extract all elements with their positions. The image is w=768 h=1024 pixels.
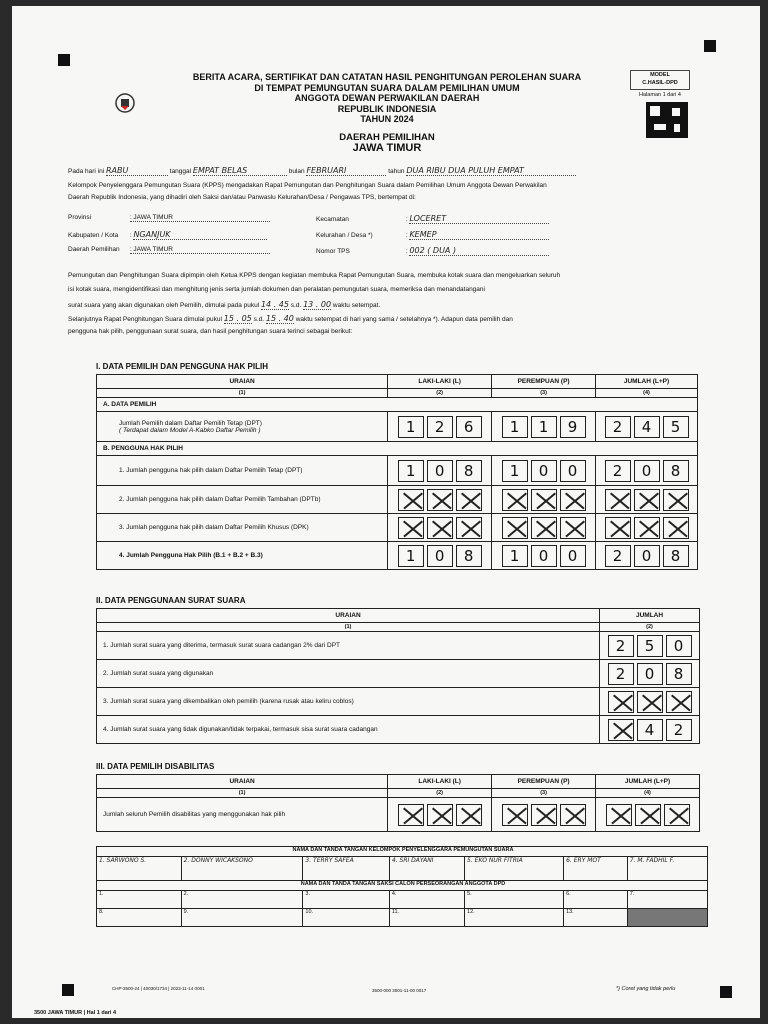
b4-l-digits (388, 545, 491, 567)
b4-l-digits-box-3: 8 (456, 545, 482, 567)
b2-p-digits (492, 489, 595, 511)
provinsi-label: Provinsi (68, 214, 92, 221)
dpt-p-digits-box-1: 1 (502, 416, 528, 438)
s2-r1-label: 1. Jumlah surat suara yang diterima, termasuk surat suara cadangan 2% dari DPT (97, 632, 600, 660)
s2-r3-label: 3. Jumlah surat suara yang dikembalikan oleh pemilih (karena rusak atau keliru coblos) (97, 688, 600, 716)
section-1-title: I. DATA PEMILIH DAN PENGGUNA HAK PILIH (96, 362, 268, 371)
title-line-1: BERITA ACARA, SERTIFIKAT DAN CATATAN HASIL PENGHITUNGAN PEROLEHAN SUARA (192, 72, 582, 82)
b1-p-digits-box-3: 0 (560, 460, 586, 482)
b3-p-digits-box-1 (502, 517, 528, 539)
kelurahan-row: Kelurahan / Desa *) : KEMEP (316, 230, 549, 240)
footer-left-code: CHP-3500-24 | 40030/1734 | 2023-11-14 0001 (112, 986, 205, 991)
kpps-sig-2: 2. DONNY WICAKSONO (181, 857, 303, 881)
s2-r1-digits-box-3: 0 (666, 635, 692, 657)
b2-p-digits-box-3 (560, 489, 586, 511)
footer-bottom: 3500 JAWA TIMUR | Hal 1 dari 4 (34, 1010, 117, 1016)
b1-j-cell (596, 456, 698, 486)
saksi-1: 1. (97, 891, 182, 909)
s2-r4-digits-box-2: 4 (637, 719, 663, 741)
saksi-2: 2. (181, 891, 303, 909)
s3-l-digits-box-3 (456, 804, 482, 826)
b4-p-digits (492, 545, 595, 567)
dpt-l-digits-box-2: 2 (427, 416, 453, 438)
b4-j-digits-box-1: 2 (605, 545, 631, 567)
page-number: Halaman 1 dari 4 (639, 92, 681, 98)
s2-r2-digits-box-3: 8 (666, 663, 692, 685)
daerah-value: : JAWA TIMUR (130, 246, 270, 254)
b3-l-digits-box-1 (398, 517, 424, 539)
tps-value: 002 ( DUA ) (409, 246, 549, 256)
b4-p-digits-box-3: 0 (560, 545, 586, 567)
tps-row: Nomor TPS : 002 ( DUA ) (316, 246, 549, 256)
body-text-4 (68, 314, 513, 324)
b1-l-digits-box-3: 8 (456, 460, 482, 482)
corner-marker-tl (58, 54, 70, 66)
s1-num-1: (1) (97, 389, 388, 398)
s2-r3-digits-box-2 (637, 691, 663, 713)
b3-label: 3. Jumlah pengguna hak pilih dalam Daftar Pemilih Khusus (DPK) (97, 514, 388, 542)
s3-p-digits (492, 804, 595, 826)
s2-r4-label: 4. Jumlah surat suara yang tidak digunakan/tidak terpakai, termasuk sisa surat suara cadangan (97, 716, 600, 744)
b1-j-digits (596, 460, 697, 482)
kecamatan-row: Kecamatan : LOCERET (316, 214, 549, 224)
b1-l-digits-box-1: 1 (398, 460, 424, 482)
b1-p-digits-box-2: 0 (531, 460, 557, 482)
saksi-8: 8. (97, 909, 182, 927)
saksi-3: 3. (303, 891, 389, 909)
s3-num-4: (4) (596, 789, 700, 798)
b3-p-digits-box-3 (560, 517, 586, 539)
b1-j-digits-box-3: 8 (663, 460, 689, 482)
dpt-p-digits-box-2: 1 (531, 416, 557, 438)
title-line-2: DI TEMPAT PEMUNGUTAN SUARA DALAM PEMILIHAN UMUM (254, 82, 520, 93)
tanggal-label: tanggal (169, 168, 192, 175)
b3-l-digits-box-2 (427, 517, 453, 539)
s2-r4-digits (600, 719, 699, 741)
b2-j-digits-box-3 (663, 489, 689, 511)
b4-p-digits-box-1: 1 (502, 545, 528, 567)
dpt-l-digits (388, 416, 491, 438)
dpt-l-digits-box-3: 6 (456, 416, 482, 438)
title-line-4: REPUBLIK INDONESIA (337, 103, 437, 114)
saksi-blank (627, 909, 707, 927)
daerah-label: Daerah Pemilihan (68, 246, 120, 253)
kelurahan-label: Kelurahan / Desa *) (316, 232, 373, 239)
form-sheet (12, 6, 760, 1018)
b2-p-digits-box-2 (531, 489, 557, 511)
kpps-sig-1: 1. SARWONO S. (97, 857, 182, 881)
s1-cat-b: B. PENGGUNA HAK PILIH (97, 442, 698, 456)
b2-j-cell (596, 486, 698, 514)
dpt-sub-text: ( Terdapat dalam Model A-Kabko Daftar Pemilih ) (119, 426, 261, 434)
b2-p-cell (492, 486, 596, 514)
s2-r2-digits (600, 663, 699, 685)
footer-note: *) Coret yang tidak perlu (616, 986, 676, 992)
s3-num-3: (3) (492, 789, 596, 798)
dpt-j-cell (596, 412, 698, 442)
intro-text-2: Daerah Republik Indonesia, yang dihadiri oleh Saksi dan/atau Panwaslu Kelurahan/Desa / Pengawas TPS, bertempat di: (68, 194, 416, 201)
body-text-3 (68, 300, 380, 310)
s3-j-digits-box-1 (606, 804, 632, 826)
b2-j-digits-box-1 (605, 489, 631, 511)
s2-r4-digits-box-1 (608, 719, 634, 741)
dpt-p-digits-box-3: 9 (560, 416, 586, 438)
b3-j-digits-box-2 (634, 517, 660, 539)
counting-time-suffix: waktu setempat di hari yang sama / setelahnya *). Adapun data pemilih dan (295, 316, 513, 323)
qr-code-icon (646, 102, 688, 138)
s2-r1-digits-box-1: 2 (608, 635, 634, 657)
b1-j-digits-box-2: 0 (634, 460, 660, 482)
b1-p-cell (492, 456, 596, 486)
s1-col-j: JUMLAH (L+P) (596, 375, 698, 389)
s3-l-cell (388, 798, 492, 832)
b3-j-cell (596, 514, 698, 542)
b4-label: 4. Jumlah Pengguna Hak Pilih (B.1 + B.2 + B.3) (97, 542, 388, 570)
s2-r2-digits-box-2: 0 (637, 663, 663, 685)
s3-p-digits-box-2 (531, 804, 557, 826)
s3-num-1: (1) (97, 789, 388, 798)
s2-r2-cell (600, 660, 700, 688)
s1-num-2: (2) (388, 389, 492, 398)
s2-r4-cell (600, 716, 700, 744)
tahun-value: DUA RIBU DUA PULUH EMPAT (406, 166, 576, 176)
saksi-5: 5. (465, 891, 564, 909)
b1-p-digits-box-1: 1 (502, 460, 528, 482)
s3-num-2: (2) (388, 789, 492, 798)
s3-j-cell (596, 798, 700, 832)
b1-label: 1. Jumlah pengguna hak pilih dalam Daftar Pemilih Tetap (DPT) (97, 456, 388, 486)
section-2-title: II. DATA PENGGUNAAN SURAT SUARA (96, 596, 246, 605)
b2-l-digits-box-3 (456, 489, 482, 511)
dapil-label: DAERAH PEMILIHAN (339, 132, 435, 143)
model-code-box (630, 70, 690, 90)
kecamatan-label: Kecamatan (316, 216, 349, 223)
b4-l-digits-box-2: 0 (427, 545, 453, 567)
title-line-5: TAHUN 2024 (360, 114, 414, 124)
saksi-6: 6. (564, 891, 628, 909)
counting-time-label: Selanjutnya Rapat Penghitungan Suara dimulai pukul (68, 316, 222, 323)
b4-j-cell (596, 542, 698, 570)
dapil-value: JAWA TIMUR (352, 142, 422, 154)
dpt-label (97, 412, 388, 442)
s1-col-l: LAKI-LAKI (L) (388, 375, 492, 389)
daerah-pemilihan-heading (212, 132, 562, 154)
b1-l-digits-box-2: 0 (427, 460, 453, 482)
kabupaten-value: NGANJUK (133, 230, 267, 240)
b2-l-digits (388, 489, 491, 511)
kpu-logo-icon (112, 92, 138, 114)
b4-p-cell (492, 542, 596, 570)
b2-p-digits-box-1 (502, 489, 528, 511)
s1-col-uraian: URAIAN (97, 375, 388, 389)
section-3-table (96, 774, 700, 832)
s2-col-j: JUMLAH (600, 609, 700, 623)
intro-text-1: Kelompok Penyelenggara Pemungutan Suara (KPPS) mengadakan Rapat Pemungutan dan Penghitungan Suara dalam Pemilihan Umum Anggota Dewan Perwakilan (68, 182, 547, 189)
b4-j-digits-box-2: 0 (634, 545, 660, 567)
tahun-label: tahun (388, 168, 405, 175)
b4-l-digits-box-1: 1 (398, 545, 424, 567)
provinsi-value: : JAWA TIMUR (130, 214, 270, 222)
s2-num-2: (2) (600, 623, 700, 632)
kpps-sig-6: 6. ERY MOT (564, 857, 628, 881)
dpt-j-digits-box-1: 2 (605, 416, 631, 438)
b2-l-digits-box-1 (398, 489, 424, 511)
b3-p-digits (492, 517, 595, 539)
voting-end-time: 13 . 00 (303, 300, 332, 309)
b4-j-digits-box-3: 8 (663, 545, 689, 567)
s3-r1-label: Jumlah seluruh Pemilih disabilitas yang menggunakan hak pilih (97, 798, 388, 832)
section-2-table (96, 608, 700, 744)
s3-p-cell (492, 798, 596, 832)
corner-marker-bl (62, 984, 74, 996)
b3-j-digits-box-3 (663, 517, 689, 539)
kpps-title: NAMA DAN TANDA TANGAN KELOMPOK PENYELENGGARA PEMUNGUTAN SUARA (97, 847, 708, 857)
body-text-5: pengguna hak pilih, penggunaan surat suara, dan hasil penghitungan suara terinci sebagai berikut: (68, 328, 353, 335)
counting-end-time: 15 . 40 (265, 314, 294, 323)
counting-sd-label: s.d. (253, 316, 265, 323)
voting-time-label: surat suara yang akan digunakan oleh Pemilih, dimulai pada pukul (68, 302, 260, 309)
s1-cat-a: A. DATA PEMILIH (97, 398, 698, 412)
hari-value: RABU (106, 166, 168, 176)
s3-col-uraian: URAIAN (97, 775, 388, 789)
body-text-2: isi kotak suara, mengidentifikasi dan menghitung jenis serta jumlah dokumen dan peralatan pemungutan suara, memeriksa dan menandatangani (68, 286, 485, 293)
date-line (68, 166, 576, 176)
b3-j-digits-box-1 (605, 517, 631, 539)
s3-col-j: JUMLAH (L+P) (596, 775, 700, 789)
model-value: C.HASIL-DPD (642, 80, 678, 86)
saksi-4: 4. (389, 891, 464, 909)
dpt-j-digits-box-3: 5 (663, 416, 689, 438)
kpps-sig-4: 4. SRI DAYANI (389, 857, 464, 881)
s3-l-digits-box-1 (398, 804, 424, 826)
b2-label: 2. Jumlah pengguna hak pilih dalam Daftar Pemilih Tambahan (DPTb) (97, 486, 388, 514)
voting-start-time: 14 . 45 (260, 300, 289, 309)
kelurahan-value: KEMEP (409, 230, 549, 240)
s1-col-p: PEREMPUAN (P) (492, 375, 596, 389)
s2-num-1: (1) (97, 623, 600, 632)
saksi-title: NAMA DAN TANDA TANGAN SAKSI CALON PERSEORANGAN ANGGOTA DPD (97, 881, 708, 891)
s2-r1-digits (600, 635, 699, 657)
s3-j-digits-box-2 (635, 804, 661, 826)
b1-l-digits (388, 460, 491, 482)
b4-l-cell (388, 542, 492, 570)
saksi-13: 13. (564, 909, 628, 927)
b1-p-digits (492, 460, 595, 482)
s3-col-p: PEREMPUAN (P) (492, 775, 596, 789)
dpt-j-digits (596, 416, 697, 438)
dpt-label-text: Jumlah Pemilih dalam Daftar Pemilih Tetap (DPT) (119, 419, 262, 427)
s3-p-digits-box-1 (502, 804, 528, 826)
b1-l-cell (388, 456, 492, 486)
kecamatan-value: LOCERET (409, 214, 549, 224)
s2-col-uraian: URAIAN (97, 609, 600, 623)
saksi-9: 9. (181, 909, 303, 927)
b2-l-digits-box-2 (427, 489, 453, 511)
tps-label: Nomor TPS (316, 248, 350, 255)
dpt-l-digits-box-1: 1 (398, 416, 424, 438)
s2-r3-digits-box-1 (608, 691, 634, 713)
b3-p-cell (492, 514, 596, 542)
s2-r3-cell (600, 688, 700, 716)
dpt-p-digits (492, 416, 595, 438)
b3-l-digits (388, 517, 491, 539)
s3-j-digits-box-3 (664, 804, 690, 826)
kpps-sig-7: 7. M. FADHIL F. (627, 857, 707, 881)
daerah-row (68, 246, 270, 254)
b3-p-digits-box-2 (531, 517, 557, 539)
saksi-7: 7. (627, 891, 707, 909)
kpps-sig-5: 5. EKO NUR FITRIA (465, 857, 564, 881)
form-title (162, 72, 612, 125)
voting-time-suffix: waktu setempat. (332, 302, 381, 309)
b1-j-digits-box-1: 2 (605, 460, 631, 482)
saksi-12: 12. (465, 909, 564, 927)
section-1-table (96, 374, 698, 570)
b2-j-digits-box-2 (634, 489, 660, 511)
saksi-11: 11. (389, 909, 464, 927)
s2-r1-cell (600, 632, 700, 660)
b4-p-digits-box-2: 0 (531, 545, 557, 567)
saksi-10: 10. (303, 909, 389, 927)
dpt-l-cell (388, 412, 492, 442)
hari-label: Pada hari ini (68, 168, 105, 175)
b3-l-digits-box-3 (456, 517, 482, 539)
b4-j-digits (596, 545, 697, 567)
s2-r3-digits-box-3 (666, 691, 692, 713)
voting-sd-label: s.d. (290, 302, 302, 309)
s3-l-digits-box-2 (427, 804, 453, 826)
corner-marker-tr (704, 40, 716, 52)
s2-r4-digits-box-3: 2 (666, 719, 692, 741)
b2-j-digits (596, 489, 697, 511)
footer-mid-code: 3500-000 3001-11-00 0017 (372, 988, 427, 993)
corner-marker-br (720, 986, 732, 998)
dpt-j-digits-box-2: 4 (634, 416, 660, 438)
s2-r3-digits (600, 691, 699, 713)
s2-r1-digits-box-2: 5 (637, 635, 663, 657)
s1-num-3: (3) (492, 389, 596, 398)
bulan-value: FEBRUARI (306, 166, 386, 176)
counting-start-time: 15 . 05 (223, 314, 252, 323)
s2-r2-label: 2. Jumlah surat suara yang digunakan (97, 660, 600, 688)
provinsi-row (68, 214, 270, 222)
s3-p-digits-box-3 (560, 804, 586, 826)
body-text-1: Pemungutan dan Penghitungan Suara dipimpin oleh Ketua KPPS dengan kegiatan membuka Rapat Pemungutan Suara, membuka kotak suara dan mengeluarkan seluruh (68, 272, 561, 279)
s3-j-digits (596, 804, 699, 826)
s1-num-4: (4) (596, 389, 698, 398)
model-label: MODEL (650, 72, 670, 78)
kpps-sig-3: 3. TERRY SAFEA (303, 857, 389, 881)
title-line-3: ANGGOTA DEWAN PERWAKILAN DAERAH (294, 93, 480, 103)
signature-table (96, 846, 708, 927)
section-3-title: III. DATA PEMILIH DISABILITAS (96, 762, 215, 771)
b3-l-cell (388, 514, 492, 542)
s3-l-digits (388, 804, 491, 826)
kabupaten-row: Kabupaten / Kota : NGANJUK (68, 230, 267, 240)
tanggal-value: EMPAT BELAS (193, 166, 287, 176)
b3-j-digits (596, 517, 697, 539)
s3-col-l: LAKI-LAKI (L) (388, 775, 492, 789)
dpt-p-cell (492, 412, 596, 442)
s2-r2-digits-box-1: 2 (608, 663, 634, 685)
bulan-label: bulan (288, 168, 305, 175)
kabupaten-label: Kabupaten / Kota (68, 232, 119, 239)
b2-l-cell (388, 486, 492, 514)
